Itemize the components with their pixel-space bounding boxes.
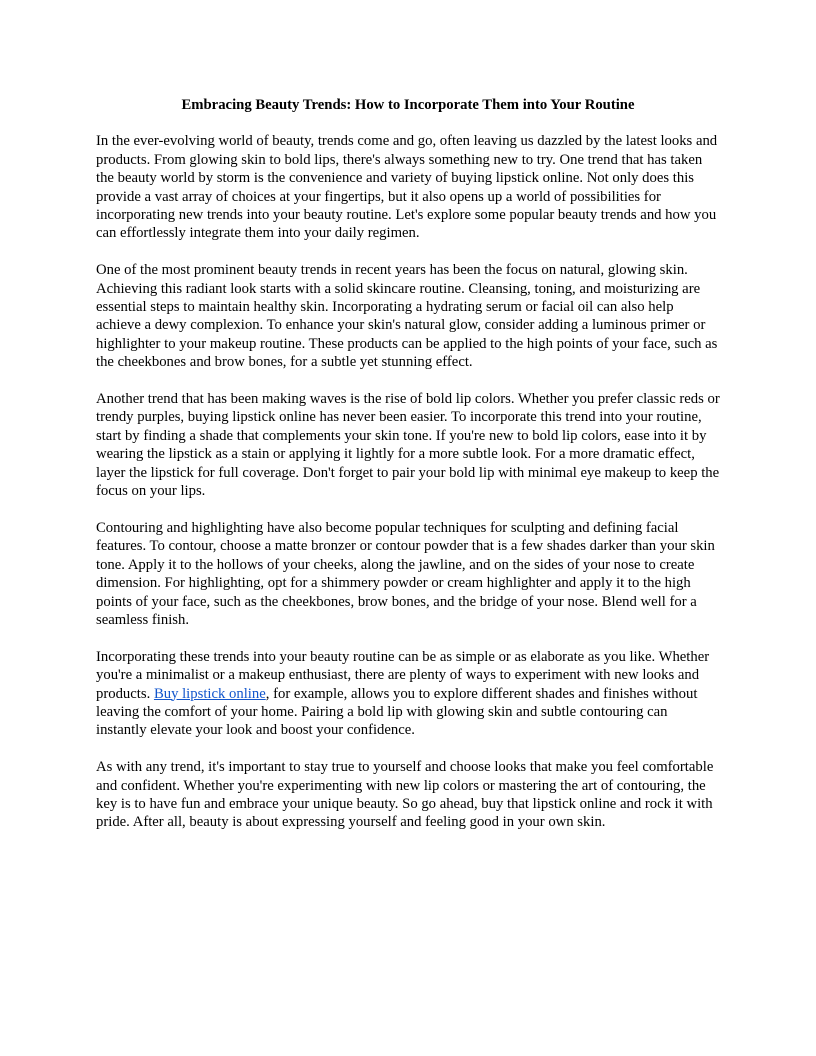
- paragraph-incorporating: [96, 648, 720, 740]
- buy-lipstick-online-link[interactable]: Buy lipstick online: [153, 685, 266, 702]
- paragraph-contouring: Contouring and highlighting have also become popular techniques for sculpting and defining facial features. To contour, choose a matte bronzer or contour powder that is a few shades darker than your skin tone. Apply it to the hollows of your cheeks, along the jawline, and on the sides of your nose to create dimension. For highlighting, opt for a shimmery powder or cream highlighter and apply it to the high points of your face, such as the cheekbones, brow bones, and the bridge of your nose. Blend well for a seamless finish.: [96, 519, 715, 628]
- document-title: Embracing Beauty Trends: How to Incorporate Them into Your Routine: [181, 97, 635, 113]
- paragraph-bold-lips: Another trend that has been making waves is the rise of bold lip colors. Whether you prefer classic reds or trendy purples, buying lipstick online has never been easier. To incorporate this trend into your routine, start by finding a shade that complements your skin tone. If you're new to bold lip colors, ease into it by wearing the lipstick as a stain or applying it lightly for a more subtle look. For a more dramatic effect, layer the lipstick for full coverage. Don't forget to pair your bold lip with minimal eye makeup to keep the focus on your lips.: [96, 391, 720, 500]
- document-page: [96, 96, 720, 850]
- paragraph-incorporating-text-before: Incorporating these trends into your beauty routine can be as simple or as elaborate as you like. Whether you're a minimalist or a makeup enthusiast, there are plenty of ways to experiment with new looks and products.: [96, 648, 710, 702]
- paragraph-intro: In the ever-evolving world of beauty, trends come and go, often leaving us dazzled by the latest looks and products. From glowing skin to bold lips, there's always something new to try. One trend that has taken the beauty world by storm is the convenience and variety of buying lipstick online. Not only does this provide a vast array of choices at your fingertips, but it also opens up a world of possibilities for incorporating new trends into your beauty routine. Let's explore some popular beauty trends and how you can effortlessly integrate them into your daily regimen.: [96, 133, 718, 242]
- paragraph-glowing-skin: One of the most prominent beauty trends in recent years has been the focus on natural, glowing skin. Achieving this radiant look starts with a solid skincare routine. Cleansing, toning, and moisturizing are essential steps to maintain healthy skin. Incorporating a hydrating serum or facial oil can also help achieve a dewy complexion. To enhance your skin's natural glow, consider adding a luminous primer or highlighter to your makeup routine. These products can be applied to the high points of your face, such as the cheekbones and brow bones, for a subtle yet stunning effect.: [96, 262, 718, 371]
- paragraph-conclusion: As with any trend, it's important to stay true to yourself and choose looks that make you feel comfortable and confident. Whether you're experimenting with new lip colors or mastering the art of contouring, the key is to have fun and embrace your unique beauty. So go ahead, buy that lipstick online and rock it with pride. After all, beauty is about expressing yourself and feeling good in your own skin.: [96, 759, 714, 831]
- paragraph-incorporating-text-after: , for example, allows you to explore different shades and finishes without leaving the comfort of your home. Pairing a bold lip with glowing skin and subtle contouring can instantly elevate your look and boost your confidence.: [96, 685, 698, 739]
